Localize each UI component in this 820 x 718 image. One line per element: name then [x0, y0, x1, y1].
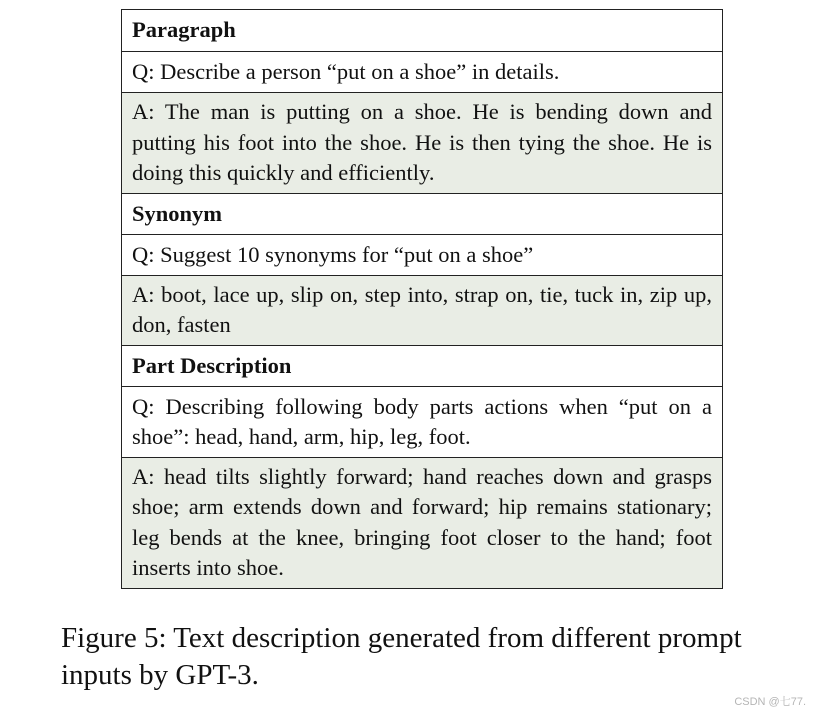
section-heading-part-description: Part Description [122, 345, 722, 386]
question-part-description: Q: Describing following body parts actions when “put on a shoe”: head, hand, arm, hip, leg, foot. [122, 386, 722, 457]
answer-part-description: A: head tilts slightly forward; hand reaches down and grasps shoe; arm extends down and forward; hip remains stationary; leg bends at the knee, bringing foot closer to the hand; foot inserts into shoe. [122, 457, 722, 588]
figure-table [121, 9, 723, 589]
figure-caption: Figure 5: Text description generated from different prompt inputs by GPT-3. [61, 622, 742, 691]
question-synonym: Q: Suggest 10 synonyms for “put on a shoe” [122, 234, 722, 275]
section-heading-synonym: Synonym [122, 193, 722, 234]
question-paragraph: Q: Describe a person “put on a shoe” in details. [122, 51, 722, 92]
section-heading-paragraph: Paragraph [132, 17, 236, 42]
answer-paragraph: A: The man is putting on a shoe. He is bending down and putting his foot into the shoe. He is then tying the shoe. He is doing this quickly and efficiently. [122, 92, 722, 193]
answer-synonym: A: boot, lace up, slip on, step into, strap on, tie, tuck in, zip up, don, fasten [122, 275, 722, 345]
watermark: CSDN @七77. [734, 696, 806, 708]
